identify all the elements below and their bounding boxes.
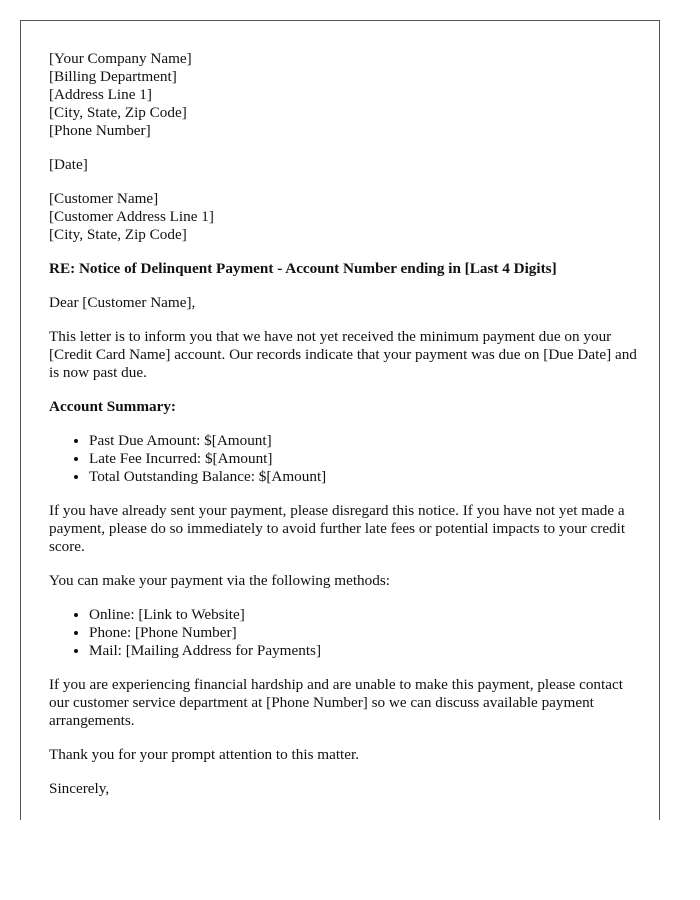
sender-address-line1: [Address Line 1] [49,86,152,103]
already-paid-paragraph: If you have already sent your payment, please disregard this notice. If you have not yet made a payment, please do so immediately to avoid further late fees or potential impacts to your credit score. [49,502,626,555]
account-summary-list [49,432,639,486]
recipient-address-line1: [Customer Address Line 1] [49,208,214,225]
sender-city-state-zip: [City, State, Zip Code] [49,104,187,121]
sender-company: [Your Company Name] [49,50,192,67]
sender-phone: [Phone Number] [49,122,151,139]
list-item: • Online: [Link to Website] [89,606,639,624]
payment-methods-intro: You can make your payment via the following methods: [49,572,390,589]
recipient-address-block [49,190,639,244]
closing: Sincerely, [49,780,110,797]
list-item: • Mail: [Mailing Address for Payments] [89,642,639,660]
sender-address-block [49,50,639,140]
letter-page [20,20,660,820]
letter-body [49,50,639,814]
letter-date: [Date] [49,156,88,173]
list-item: • Late Fee Incurred: $[Amount] [89,450,639,468]
hardship-paragraph: If you are experiencing financial hardship and are unable to make this payment, please contact our customer service department at [Phone Number] so we can discuss available payment arrangements. [49,676,623,729]
recipient-city-state-zip: [City, State, Zip Code] [49,226,187,243]
list-item: • Phone: [Phone Number] [89,624,639,642]
recipient-name: [Customer Name] [49,190,159,207]
account-summary-heading: Account Summary: [49,398,176,415]
sender-department: [Billing Department] [49,68,177,85]
salutation: Dear [Customer Name], [49,294,196,311]
list-item: • Past Due Amount: $[Amount] [89,432,639,450]
intro-paragraph: This letter is to inform you that we have not yet received the minimum payment due on your [Credit Card Name] account. Our records indicate that your payment was due on [Due Date] and is now past due. [49,328,637,381]
subject-line: RE: Notice of Delinquent Payment - Account Number ending in [Last 4 Digits] [49,260,557,277]
list-item: • Total Outstanding Balance: $[Amount] [89,468,639,486]
payment-methods-list [49,606,639,660]
thanks-paragraph: Thank you for your prompt attention to this matter. [49,746,360,763]
